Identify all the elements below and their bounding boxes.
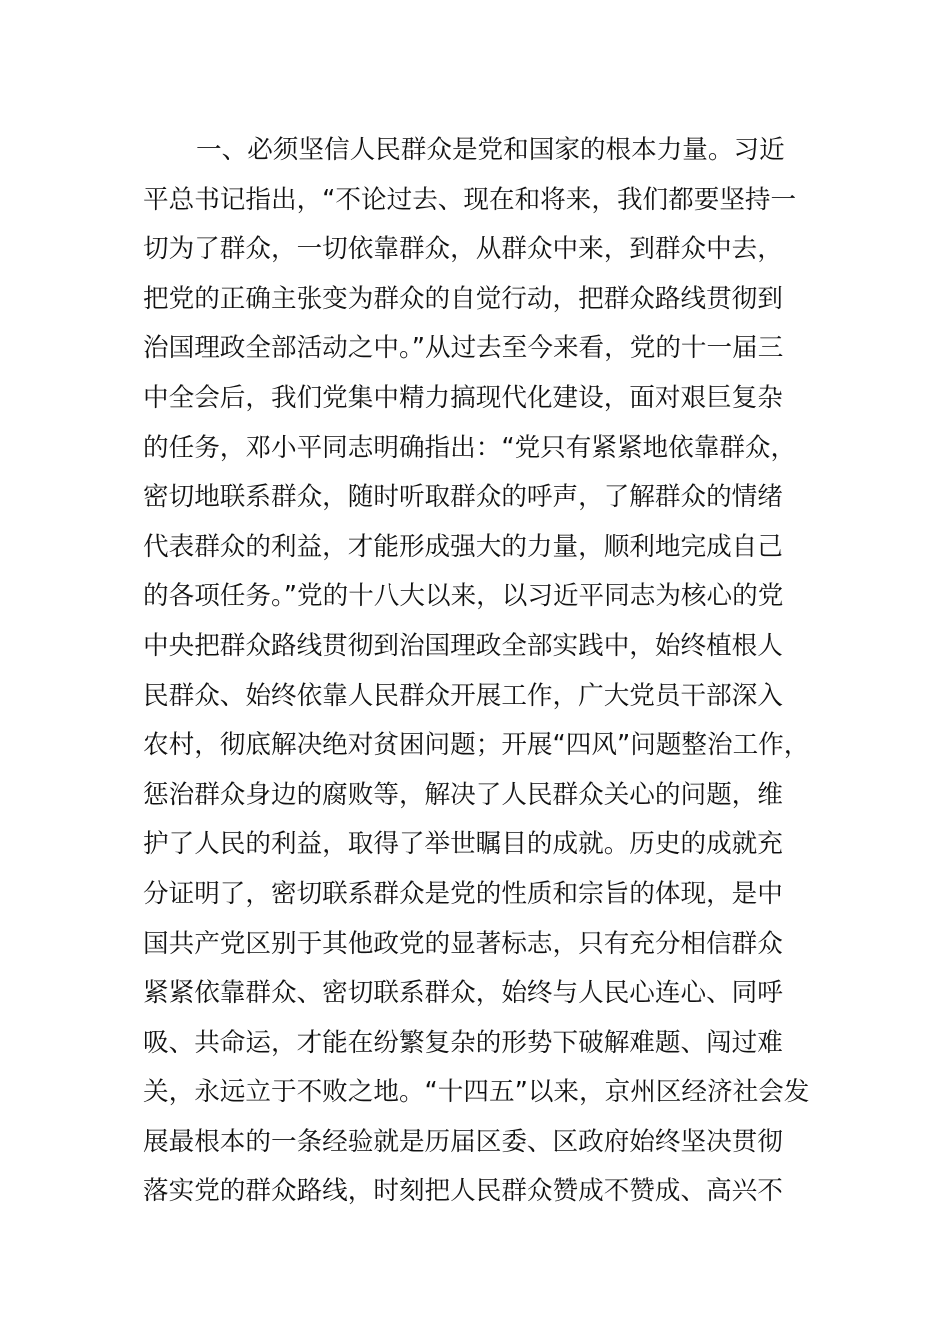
paragraph-line: 切为了群众，一切依靠群众，从群众中来，到群众中去， (143, 234, 783, 265)
paragraph-line: 惩治群众身边的腐败等，解决了人民群众关心的问题，维 (143, 779, 783, 810)
paragraph-line: 落实党的群众路线，时刻把人民群众赞成不赞成、高兴不 (143, 1176, 783, 1207)
paragraph-line: 治国理政全部活动之中。”从过去至今来看，党的十一届三 (143, 333, 784, 364)
paragraph-line: 展最根本的一条经验就是历届区委、区政府始终坚决贯彻 (143, 1126, 783, 1157)
paragraph-line: 吸、共命运，才能在纷繁复杂的形势下破解难题、闯过难 (143, 1027, 783, 1058)
paragraph-line: 把党的正确主张变为群众的自觉行动，把群众路线贯彻到 (143, 283, 783, 314)
paragraph-line: 密切地联系群众，随时听取群众的呼声，了解群众的情绪 (143, 482, 783, 513)
paragraph-line: 的任务，邓小平同志明确指出：“党只有紧紧地依靠群众， (143, 432, 797, 463)
paragraph-line: 民群众、始终依靠人民群众开展工作，广大党员干部深入 (143, 680, 783, 711)
paragraph-line: 中全会后，我们党集中精力搞现代化建设，面对艰巨复杂 (143, 382, 783, 413)
paragraph-line: 护了人民的利益，取得了举世瞩目的成就。历史的成就充 (143, 829, 783, 860)
body-paragraph (143, 126, 810, 1217)
paragraph-line: 分证明了，密切联系群众是党的性质和宗旨的体现，是中 (143, 878, 783, 909)
paragraph-line: 平总书记指出，“不论过去、现在和将来，我们都要坚持一 (143, 184, 797, 215)
paragraph-line: 中央把群众路线贯彻到治国理政全部实践中，始终植根人 (143, 630, 783, 661)
paragraph-line: 的各项任务。”党的十八大以来，以习近平同志为核心的党 (143, 581, 784, 612)
paragraph-line: 农村，彻底解决绝对贫困问题；开展“四风”问题整治工作， (143, 730, 810, 761)
paragraph-line: 一、必须坚信人民群众是党和国家的根本力量。习近 (196, 135, 785, 165)
paragraph-line: 国共产党区别于其他政党的显著标志，只有充分相信群众 (143, 928, 783, 959)
paragraph-line: 紧紧依靠群众、密切联系群众，始终与人民心连心、同呼 (143, 978, 783, 1009)
paragraph-line: 代表群众的利益，才能形成强大的力量，顺利地完成自己 (143, 531, 783, 562)
paragraph-line: 关，永远立于不败之地。“十四五”以来，京州区经济社会发 (143, 1077, 810, 1108)
